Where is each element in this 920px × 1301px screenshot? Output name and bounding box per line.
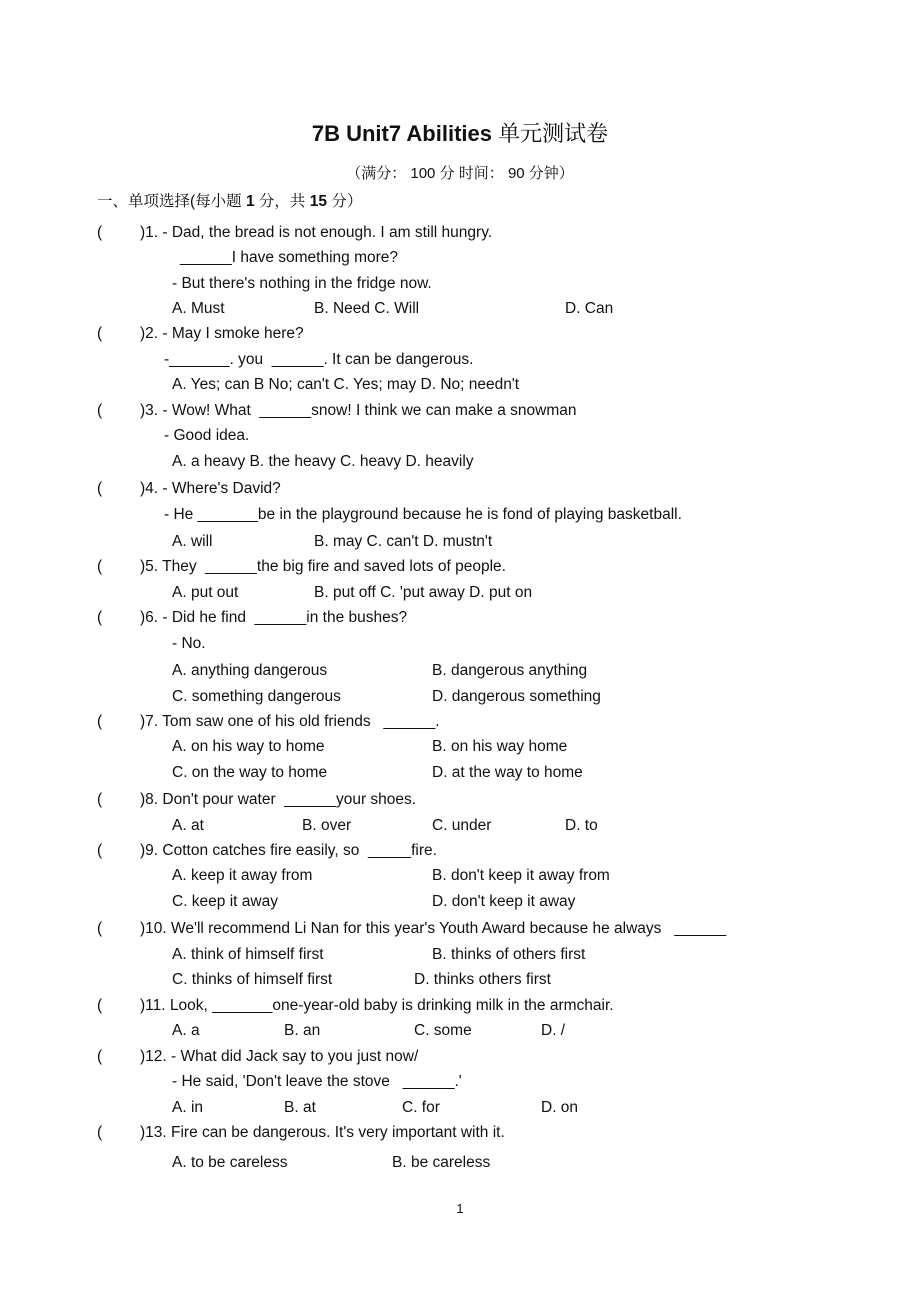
question-11-stem: )11. Look, _______one-year-old baby is drinking milk in the armchair. — [140, 997, 614, 1014]
question-13-option-b: B. be careless — [392, 1154, 491, 1171]
question-12-option-d: D. on — [541, 1099, 579, 1116]
section-label: 一、单项选择(每小题 — [97, 193, 242, 210]
question-10-option-a: A. think of himself first — [172, 946, 324, 963]
question-8-option-a: A. at — [172, 817, 204, 834]
section-end-text: 分） — [331, 193, 363, 210]
time-value: 90 分钟） — [507, 165, 574, 182]
question-8-stem: )8. Don't pour water ______your shoes. — [140, 791, 417, 808]
question-9-stem: )9. Cotton catches fire easily, so _____fire. — [140, 842, 437, 859]
question-3-options: A. a heavy B. the heavy C. heavy D. heavily — [172, 453, 474, 470]
question-10-stem: )10. We'll recommend Li Nan for this year's Youth Award because he always ______ — [140, 920, 727, 937]
answer-bracket[interactable]: ( — [97, 480, 103, 497]
question-3-line-2: - Good idea. — [164, 427, 250, 444]
question-9-option-d: D. don't keep it away — [432, 893, 576, 910]
answer-bracket[interactable]: ( — [97, 842, 103, 859]
question-6-option-d: D. dangerous something — [432, 688, 601, 705]
question-2-line-2: -_______. you ______. It can be dangerous. — [164, 351, 474, 368]
question-7-option-d: D. at the way to home — [432, 764, 583, 781]
page-number: 1 — [456, 1201, 464, 1216]
answer-bracket[interactable]: ( — [97, 325, 103, 342]
question-4-option-a: A. will — [172, 533, 213, 550]
question-8-option-c: C. under — [432, 817, 492, 834]
question-12-line-2: - He said, 'Don't leave the stove ______.' — [172, 1073, 462, 1090]
question-12-option-c: C. for — [402, 1099, 440, 1116]
question-1-stem: )1. - Dad, the bread is not enough. I am still hungry. — [140, 224, 493, 241]
exam-info — [0, 165, 920, 183]
question-6-option-a: A. anything dangerous — [172, 662, 328, 679]
question-7-stem: )7. Tom saw one of his old friends ______. — [140, 713, 440, 730]
question-6-stem: )6. - Did he find ______in the bushes? — [140, 609, 408, 626]
full-score-value: 100 分 — [410, 165, 455, 182]
question-4-option-bcd: B. may C. can't D. mustn't — [314, 533, 493, 550]
answer-bracket[interactable]: ( — [97, 1048, 103, 1065]
answer-bracket[interactable]: ( — [97, 713, 103, 730]
question-13-stem: )13. Fire can be dangerous. It's very important with it. — [140, 1124, 505, 1141]
title-english: 7B Unit7 Abilities — [311, 121, 492, 146]
question-10-option-b: B. thinks of others first — [432, 946, 586, 963]
question-10-option-c: C. thinks of himself first — [172, 971, 333, 988]
question-11-option-a: A. a — [172, 1022, 200, 1039]
question-1-option-d: D. Can — [565, 300, 614, 317]
time-label: 时间： — [458, 165, 504, 182]
question-4-stem: )4. - Where's David? — [140, 480, 281, 497]
section-heading — [97, 193, 362, 211]
question-7-option-b: B. on his way home — [432, 738, 568, 755]
question-6-option-c: C. something dangerous — [172, 688, 341, 705]
answer-bracket[interactable]: ( — [97, 558, 103, 575]
answer-bracket[interactable]: ( — [97, 920, 103, 937]
full-score-label: （满分： — [346, 165, 407, 182]
title-chinese: 单元测试卷 — [498, 121, 609, 146]
question-12-option-a: A. in — [172, 1099, 204, 1116]
question-13-option-a: A. to be careless — [172, 1154, 288, 1171]
question-3-stem: )3. - Wow! What ______snow! I think we can make a snowman — [140, 402, 577, 419]
answer-bracket[interactable]: ( — [97, 224, 103, 241]
question-9-option-a: A. keep it away from — [172, 867, 313, 884]
question-7-option-c: C. on the way to home — [172, 764, 328, 781]
question-6-option-b: B. dangerous anything — [432, 662, 588, 679]
question-1-option-bc: B. Need C. Will — [314, 300, 420, 317]
question-2-options: A. Yes; can B No; can't C. Yes; may D. No; needn't — [172, 376, 520, 393]
question-1-line-3: - But there's nothing in the fridge now. — [172, 275, 432, 292]
answer-bracket[interactable]: ( — [97, 791, 103, 808]
question-12-stem: )12. - What did Jack say to you just now/ — [140, 1048, 419, 1065]
question-11-option-d: D. / — [541, 1022, 566, 1039]
question-9-option-b: B. don't keep it away from — [432, 867, 610, 884]
page-title — [0, 121, 920, 147]
question-10-option-d: D. thinks others first — [414, 971, 551, 988]
question-2-stem: )2. - May I smoke here? — [140, 325, 304, 342]
question-4-line-2: - He _______be in the playground because he is fond of playing basketball. — [164, 506, 682, 523]
section-points-each: 1 — [245, 193, 255, 210]
section-total-points: 15 — [309, 193, 327, 210]
question-5-option-bcd: B. put off C. 'put away D. put on — [314, 584, 533, 601]
question-6-line-2: - No. — [172, 635, 206, 652]
question-11-option-b: B. an — [284, 1022, 321, 1039]
question-12-option-b: B. at — [284, 1099, 316, 1116]
answer-bracket[interactable]: ( — [97, 997, 103, 1014]
question-8-option-b: B. over — [302, 817, 352, 834]
answer-bracket[interactable]: ( — [97, 1124, 103, 1141]
answer-bracket[interactable]: ( — [97, 402, 103, 419]
question-1-line-2: ______I have something more? — [180, 249, 399, 266]
question-9-option-c: C. keep it away — [172, 893, 278, 910]
question-5-option-a: A. put out — [172, 584, 239, 601]
question-1-option-a: A. Must — [172, 300, 225, 317]
question-8-option-d: D. to — [565, 817, 598, 834]
question-11-option-c: C. some — [414, 1022, 472, 1039]
question-7-option-a: A. on his way to home — [172, 738, 325, 755]
section-mid-text: 分，共 — [258, 193, 306, 210]
question-5-stem: )5. They ______the big fire and saved lots of people. — [140, 558, 506, 575]
answer-bracket[interactable]: ( — [97, 609, 103, 626]
